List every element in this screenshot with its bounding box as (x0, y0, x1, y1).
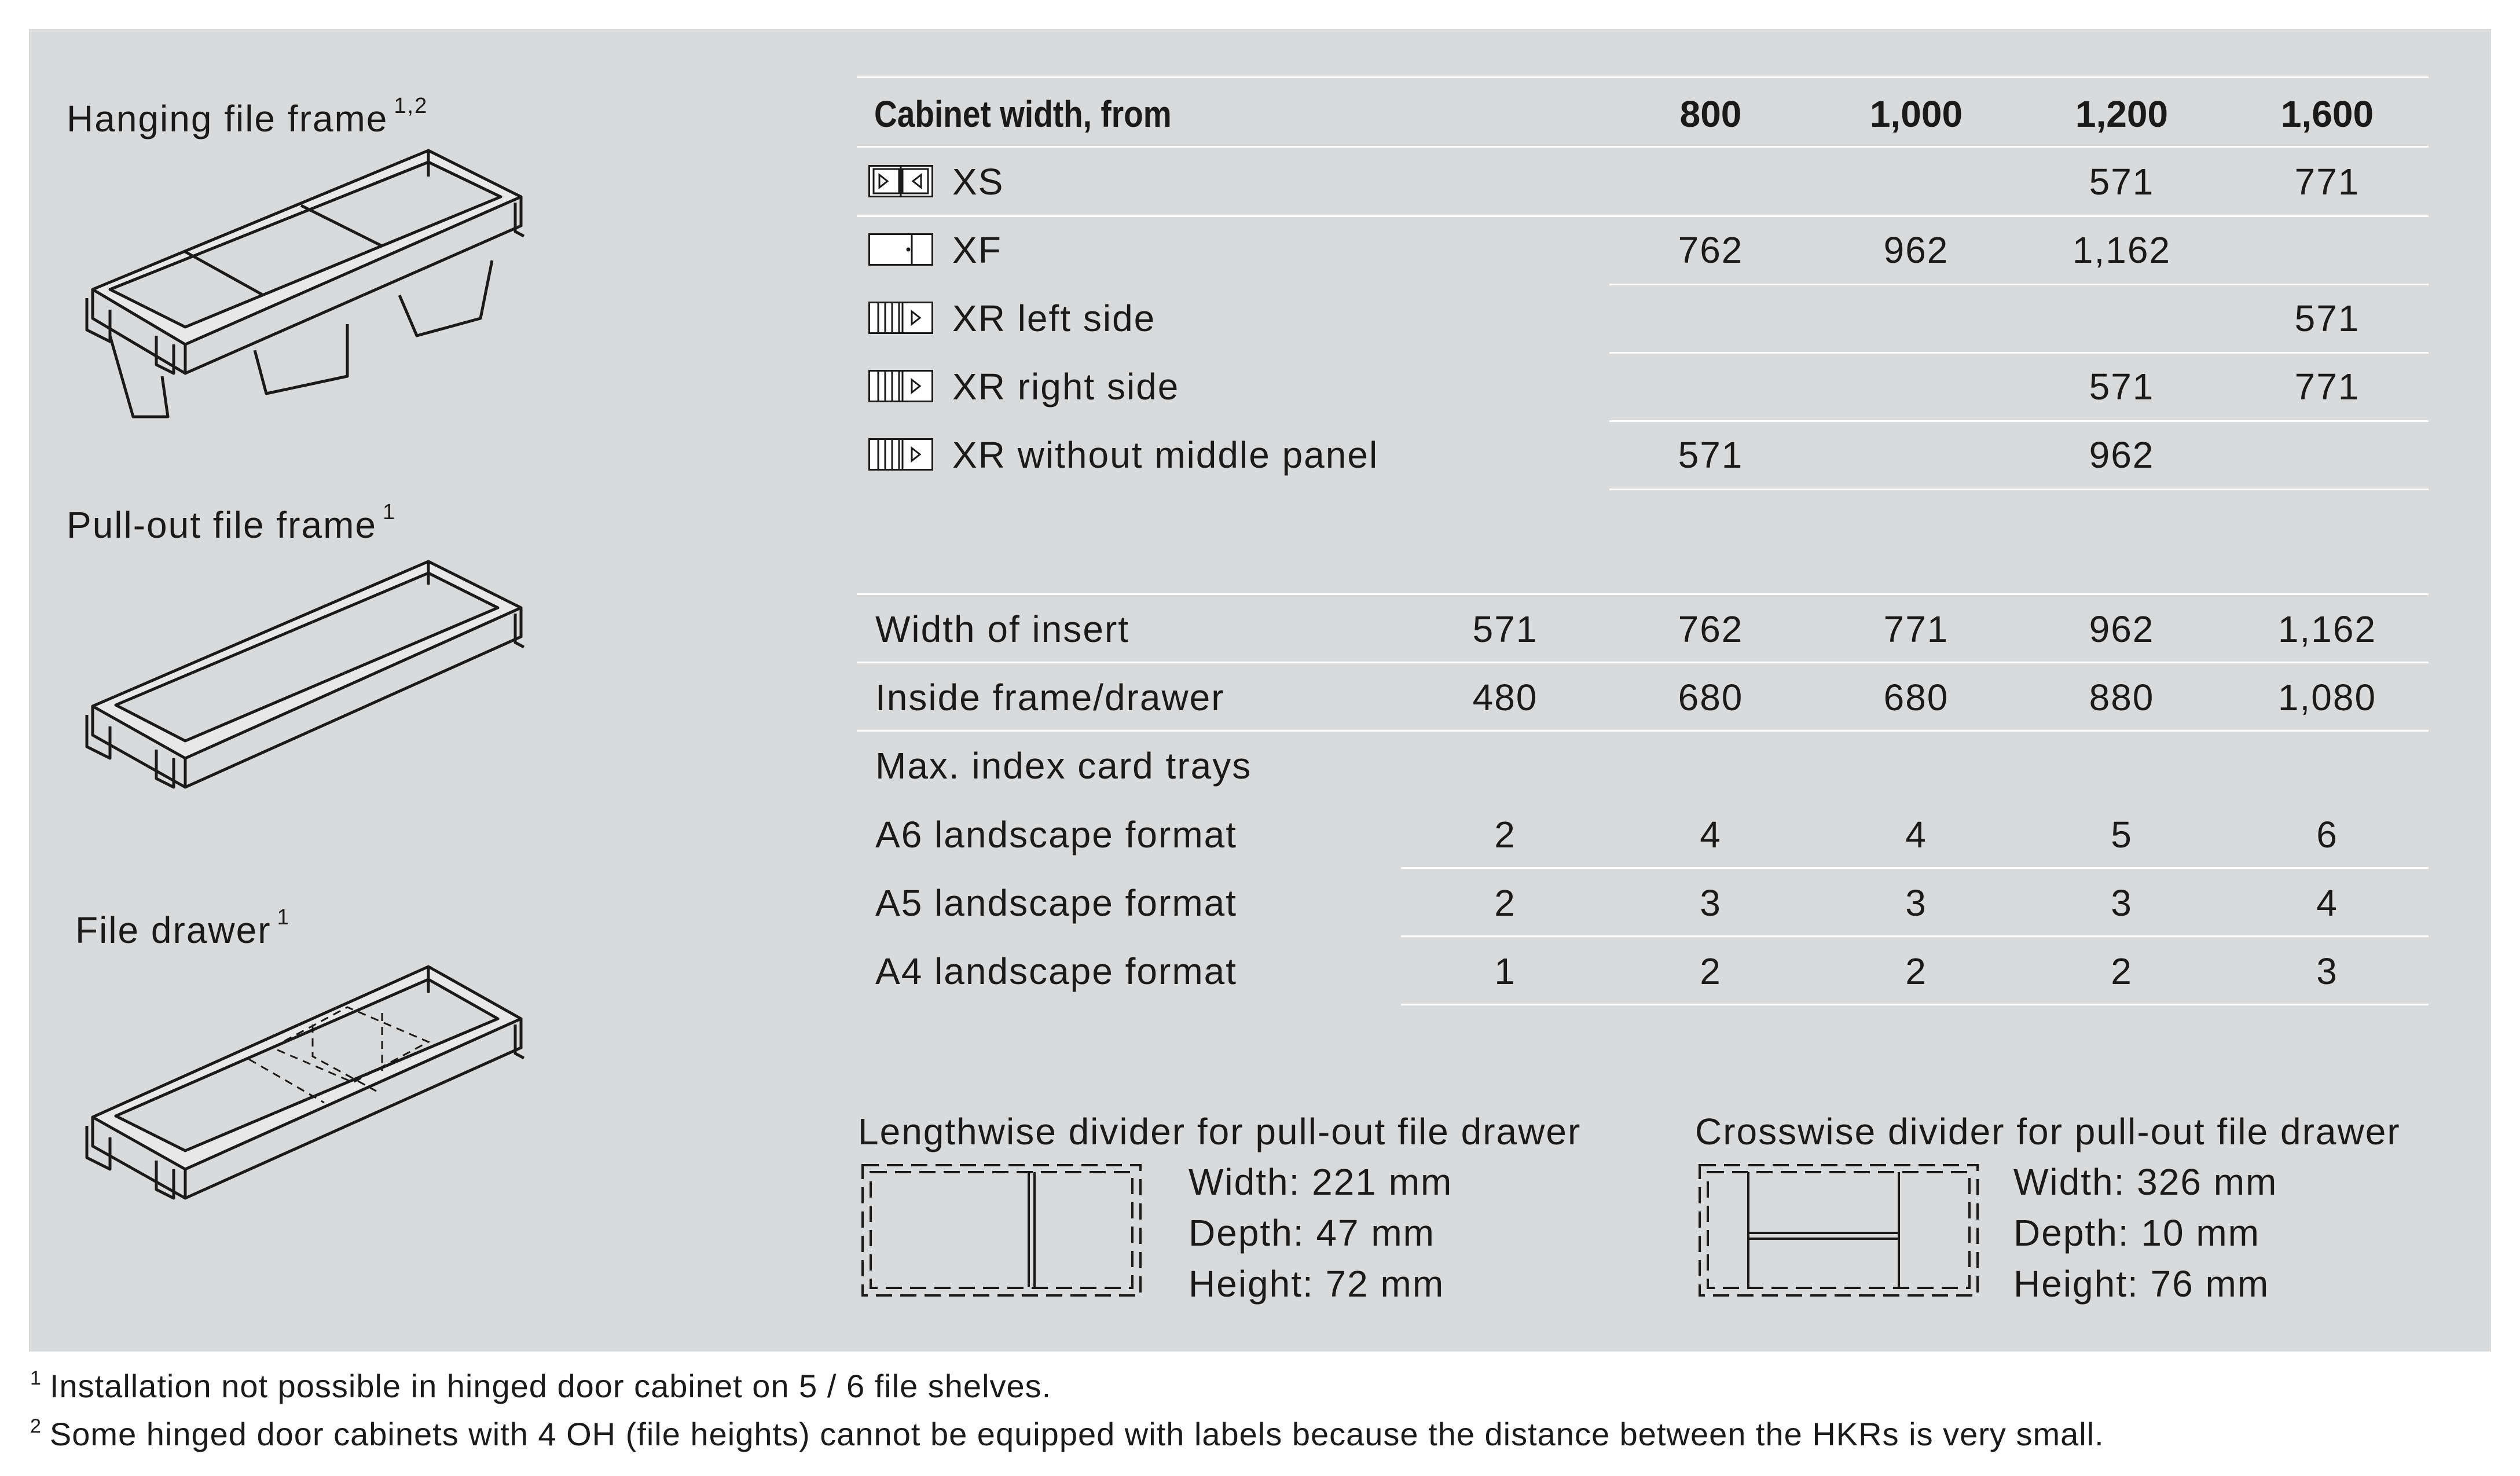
table-cell: 2 (1494, 882, 1516, 924)
table-rule (1609, 284, 2429, 285)
table-cell: 771 (2294, 161, 2360, 203)
table-cell: 771 (1883, 608, 1949, 650)
hanging-file-frame-drawing (75, 145, 538, 434)
xr-icon (868, 302, 933, 334)
table-cell: 880 (2089, 677, 2155, 718)
table-cell: 480 (1472, 677, 1538, 718)
row-label: XR left side (952, 298, 1156, 339)
row-label: A6 landscape format (875, 814, 1237, 856)
table-rule (857, 146, 2429, 148)
table-cell: 4 (1905, 814, 1927, 856)
table-rule (1401, 867, 2429, 869)
col-header: 1,200 (2075, 93, 2169, 135)
table-cell: 762 (1678, 229, 1744, 271)
row-label: XR right side (952, 366, 1180, 407)
row-label: XF (952, 229, 1002, 271)
table-cell: 3 (2316, 950, 2338, 992)
crosswise-width: Width: 326 mm (2013, 1161, 2278, 1203)
table-cell: 571 (2089, 366, 2155, 407)
row-label: XR without middle panel (952, 434, 1379, 476)
table-cell: 2 (1905, 950, 1927, 992)
table-rule (1401, 1004, 2429, 1005)
row-label: A4 landscape format (875, 950, 1237, 992)
crosswise-height: Height: 76 mm (2013, 1263, 2270, 1305)
table-cell: 962 (2089, 608, 2155, 650)
xf-icon (868, 233, 933, 266)
table-cell: 1,162 (2277, 608, 2377, 650)
xr-icon (868, 438, 933, 471)
table-rule (1609, 489, 2429, 490)
table-rule (857, 730, 2429, 732)
col-header: 1,000 (1869, 93, 1963, 135)
table-cell: 4 (2316, 882, 2338, 924)
table-cell: 3 (1905, 882, 1927, 924)
table-cell: 680 (1883, 677, 1949, 718)
table-cell: 2 (1700, 950, 1722, 992)
row-label: Width of insert (875, 608, 1130, 650)
table-cell: 762 (1678, 608, 1744, 650)
table-rule (857, 215, 2429, 217)
row-label: Inside frame/drawer (875, 677, 1225, 718)
row-label: Max. index card trays (875, 745, 1252, 787)
table-rule (857, 662, 2429, 663)
footnote: $^1$ Installation not possible in hinged door cabinet on 5 / 6 file shelves. (30, 1367, 1052, 1404)
col-header: 800 (1679, 93, 1742, 135)
crosswise-divider-title: Crosswise divider for pull-out file drawer (1695, 1111, 2401, 1152)
crosswise-depth: Depth: 10 mm (2013, 1212, 2260, 1254)
xs-icon (868, 165, 933, 197)
table-cell: 2 (2111, 950, 2133, 992)
table-rule (1401, 935, 2429, 937)
xr-icon (868, 370, 933, 402)
pull-out-file-frame-drawing (75, 550, 538, 822)
crosswise-divider-drawing (1695, 1161, 1985, 1305)
pull-out-file-frame-label: Pull-out file frame $^1$ (67, 500, 397, 546)
table-cell: 1,162 (2072, 229, 2171, 271)
row-label: XS (952, 161, 1004, 203)
hanging-file-frame-label: Hanging file frame $^{1,2}$ (67, 94, 428, 139)
table-rule (857, 76, 2429, 78)
col-header: 1,600 (2280, 93, 2374, 135)
table-cell: 1 (1494, 950, 1516, 992)
table-cell: 571 (1472, 608, 1538, 650)
table-rule (1609, 420, 2429, 422)
table-cell: 680 (1678, 677, 1744, 718)
table-cell: 962 (2089, 434, 2155, 476)
table-cell: 5 (2111, 814, 2133, 856)
footnote: $^2$ Some hinged door cabinets with 4 OH (file heights) cannot be equipped with labels because the distance between the HKRs is very small. (30, 1415, 2104, 1452)
table-rule (1609, 352, 2429, 354)
table-cell: 4 (1700, 814, 1722, 856)
table-rule (857, 593, 2429, 595)
file-drawer-drawing (75, 955, 538, 1233)
file-drawer-label: File drawer $^1$ (75, 905, 291, 951)
lengthwise-height: Height: 72 mm (1189, 1263, 1445, 1305)
table-cell: 6 (2316, 814, 2338, 856)
table-cell: 1,080 (2277, 677, 2377, 718)
lengthwise-divider-title: Lengthwise divider for pull-out file drawer (858, 1111, 1582, 1152)
table-cell: 571 (2089, 161, 2155, 203)
table-cell: 571 (2294, 298, 2360, 339)
table-cell: 3 (2111, 882, 2133, 924)
table-cell: 3 (1700, 882, 1722, 924)
cabinet-width-header: Cabinet width, from (874, 93, 1172, 135)
table-cell: 962 (1883, 229, 1949, 271)
lengthwise-width: Width: 221 mm (1189, 1161, 1453, 1203)
table-cell: 2 (1494, 814, 1516, 856)
row-label: A5 landscape format (875, 882, 1237, 924)
lengthwise-divider-drawing (858, 1161, 1147, 1305)
table-cell: 571 (1678, 434, 1744, 476)
lengthwise-depth: Depth: 47 mm (1189, 1212, 1435, 1254)
table-cell: 771 (2294, 366, 2360, 407)
